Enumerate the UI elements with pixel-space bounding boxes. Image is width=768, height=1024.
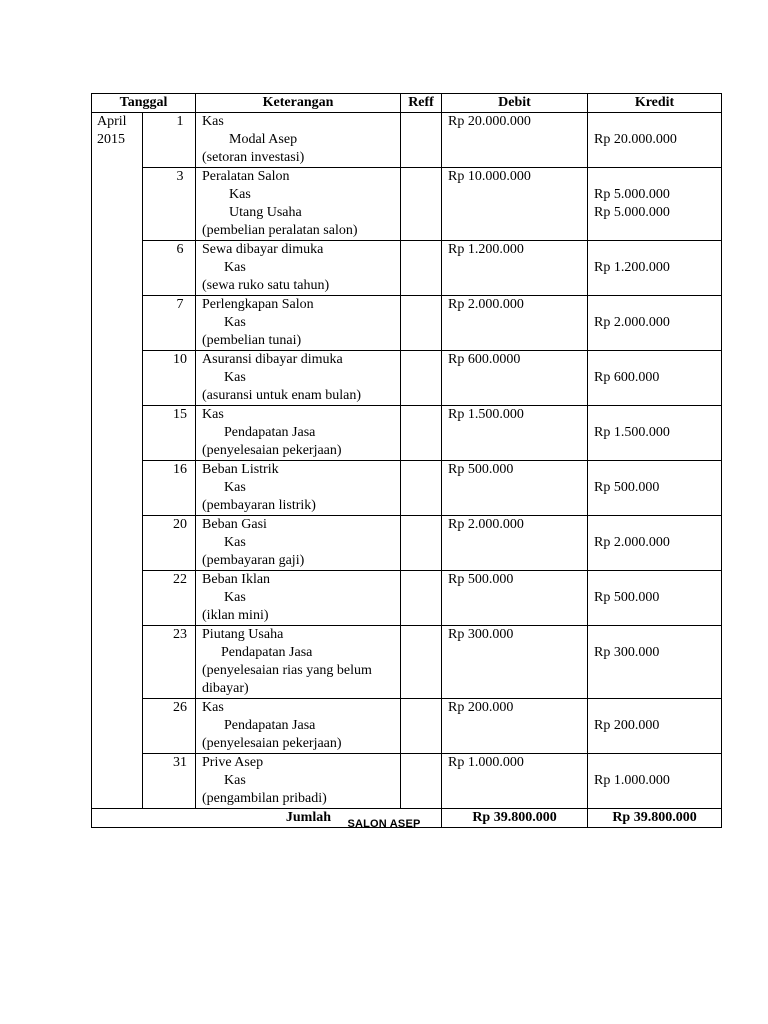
total-debit: Rp 39.800.000 <box>442 809 588 828</box>
header-keterangan: Keterangan <box>196 94 401 113</box>
credit-spacer <box>594 113 721 131</box>
entry-day: 6 <box>143 241 196 296</box>
entry-day: 22 <box>143 571 196 626</box>
period-cell <box>92 113 143 809</box>
credit-account: Pendapatan Jasa <box>224 718 316 733</box>
credit-spacer <box>594 516 721 534</box>
debit-account: Beban Gasi <box>202 517 267 532</box>
period-month: April <box>97 114 127 129</box>
entry-note: (pembelian peralatan salon) <box>202 223 358 238</box>
entry-credit <box>588 626 722 699</box>
entry-credit <box>588 754 722 809</box>
journal-entry-row <box>92 296 722 351</box>
entry-debit: Rp 200.000 <box>442 699 588 754</box>
credit-amount: Rp 600.000 <box>594 370 660 385</box>
entry-description <box>196 351 401 406</box>
journal-entry-row <box>92 626 722 699</box>
period-year: 2015 <box>97 132 125 147</box>
entry-note: (penyelesaian pekerjaan) <box>202 443 342 458</box>
entry-reff <box>401 113 442 168</box>
credit-amount: Rp 1.500.000 <box>594 425 670 440</box>
entry-credit <box>588 406 722 461</box>
credit-account: Kas <box>224 315 246 330</box>
entry-note: (pembelian tunai) <box>202 333 302 348</box>
journal-entry-row <box>92 168 722 241</box>
entry-debit: Rp 300.000 <box>442 626 588 699</box>
entry-reff <box>401 406 442 461</box>
credit-amount: Rp 5.000.000 <box>594 205 670 220</box>
entry-credit <box>588 571 722 626</box>
company-name: SALON ASEP <box>347 818 421 830</box>
entry-debit: Rp 1.200.000 <box>442 241 588 296</box>
entry-credit <box>588 699 722 754</box>
header-debit: Debit <box>442 94 588 113</box>
credit-account: Pendapatan Jasa <box>221 645 313 660</box>
entry-description <box>196 168 401 241</box>
credit-account: Kas <box>224 590 246 605</box>
entry-day: 16 <box>143 461 196 516</box>
journal-table <box>91 93 722 828</box>
entry-reff <box>401 626 442 699</box>
entry-reff <box>401 168 442 241</box>
entry-note: (pembayaran listrik) <box>202 498 316 513</box>
debit-account: Peralatan Salon <box>202 169 290 184</box>
journal-entry-row <box>92 113 722 168</box>
credit-spacer <box>594 351 721 369</box>
credit-amount: Rp 200.000 <box>594 718 660 733</box>
header-row <box>92 94 722 113</box>
debit-account: Kas <box>202 114 224 129</box>
journal-entry-row <box>92 571 722 626</box>
entry-description <box>196 296 401 351</box>
entry-description <box>196 113 401 168</box>
entry-note: (setoran investasi) <box>202 150 305 165</box>
credit-account: Utang Usaha <box>229 205 302 220</box>
journal-entry-row <box>92 699 722 754</box>
credit-amount: Rp 5.000.000 <box>594 187 670 202</box>
journal-entry-row <box>92 754 722 809</box>
credit-spacer <box>594 461 721 479</box>
debit-account: Sewa dibayar dimuka <box>202 242 324 257</box>
entry-reff <box>401 461 442 516</box>
entry-description <box>196 699 401 754</box>
credit-spacer <box>594 626 721 644</box>
entry-description <box>196 754 401 809</box>
credit-account: Kas <box>224 535 246 550</box>
entry-description <box>196 626 401 699</box>
entry-note: (pengambilan pribadi) <box>202 791 327 806</box>
total-label: Jumlah <box>92 809 442 828</box>
debit-account: Piutang Usaha <box>202 627 284 642</box>
entry-day: 23 <box>143 626 196 699</box>
entry-day: 31 <box>143 754 196 809</box>
entry-note: (asuransi untuk enam bulan) <box>202 388 362 403</box>
entry-day: 26 <box>143 699 196 754</box>
credit-account: Pendapatan Jasa <box>224 425 316 440</box>
credit-spacer <box>594 406 721 424</box>
debit-account: Kas <box>202 407 224 422</box>
entry-credit <box>588 296 722 351</box>
debit-account: Asuransi dibayar dimuka <box>202 352 343 367</box>
header-tanggal: Tanggal <box>92 94 196 113</box>
credit-account: Kas <box>224 370 246 385</box>
entry-description <box>196 571 401 626</box>
entry-reff <box>401 699 442 754</box>
credit-account: Modal Asep <box>229 132 298 147</box>
entry-day: 3 <box>143 168 196 241</box>
credit-account: Kas <box>224 260 246 275</box>
credit-amount: Rp 2.000.000 <box>594 535 670 550</box>
entry-reff <box>401 754 442 809</box>
entry-debit: Rp 2.000.000 <box>442 296 588 351</box>
total-credit: Rp 39.800.000 <box>588 809 722 828</box>
entry-debit: Rp 500.000 <box>442 571 588 626</box>
entry-debit: Rp 10.000.000 <box>442 168 588 241</box>
credit-spacer <box>594 754 721 772</box>
entry-day: 7 <box>143 296 196 351</box>
entry-description <box>196 516 401 571</box>
debit-account: Kas <box>202 700 224 715</box>
credit-amount: Rp 20.000.000 <box>594 132 677 147</box>
credit-account: Kas <box>224 480 246 495</box>
entry-credit <box>588 351 722 406</box>
credit-amount: Rp 1.200.000 <box>594 260 670 275</box>
entry-reff <box>401 241 442 296</box>
entry-debit: Rp 20.000.000 <box>442 113 588 168</box>
entry-debit: Rp 1.000.000 <box>442 754 588 809</box>
debit-account: Beban Iklan <box>202 572 271 587</box>
entry-description <box>196 406 401 461</box>
journal-body <box>92 113 722 809</box>
entry-note: (iklan mini) <box>202 608 269 623</box>
entry-reff <box>401 516 442 571</box>
credit-spacer <box>594 296 721 314</box>
entry-credit <box>588 241 722 296</box>
entry-day: 15 <box>143 406 196 461</box>
entry-debit: Rp 2.000.000 <box>442 516 588 571</box>
credit-amount: Rp 2.000.000 <box>594 315 670 330</box>
entry-note: (pembayaran gaji) <box>202 553 305 568</box>
debit-account: Prive Asep <box>202 755 264 770</box>
entry-note: (penyelesaian rias yang belum dibayar) <box>202 663 372 696</box>
credit-amount: Rp 1.000.000 <box>594 773 670 788</box>
entry-debit: Rp 1.500.000 <box>442 406 588 461</box>
entry-description <box>196 241 401 296</box>
entry-credit <box>588 168 722 241</box>
credit-spacer <box>594 571 721 589</box>
credit-account: Kas <box>229 187 251 202</box>
entry-note: (penyelesaian pekerjaan) <box>202 736 342 751</box>
entry-credit <box>588 461 722 516</box>
journal-entry-row <box>92 351 722 406</box>
entry-credit <box>588 113 722 168</box>
entry-reff <box>401 571 442 626</box>
header-reff: Reff <box>401 94 442 113</box>
journal-entry-row <box>92 241 722 296</box>
credit-spacer <box>594 699 721 717</box>
credit-account: Kas <box>224 773 246 788</box>
entry-day: 10 <box>143 351 196 406</box>
journal-entry-row <box>92 461 722 516</box>
entry-reff <box>401 351 442 406</box>
entry-debit: Rp 500.000 <box>442 461 588 516</box>
credit-spacer <box>594 168 721 186</box>
entry-day: 1 <box>143 113 196 168</box>
header-kredit: Kredit <box>588 94 722 113</box>
credit-amount: Rp 500.000 <box>594 480 660 495</box>
debit-account: Beban Listrik <box>202 462 279 477</box>
entry-note: (sewa ruko satu tahun) <box>202 278 330 293</box>
entry-reff <box>401 296 442 351</box>
journal-entry-row <box>92 406 722 461</box>
entry-day: 20 <box>143 516 196 571</box>
journal-entry-row <box>92 516 722 571</box>
debit-account: Perlengkapan Salon <box>202 297 314 312</box>
entry-debit: Rp 600.0000 <box>442 351 588 406</box>
entry-credit <box>588 516 722 571</box>
credit-amount: Rp 300.000 <box>594 645 660 660</box>
credit-spacer <box>594 241 721 259</box>
entry-description <box>196 461 401 516</box>
credit-amount: Rp 500.000 <box>594 590 660 605</box>
